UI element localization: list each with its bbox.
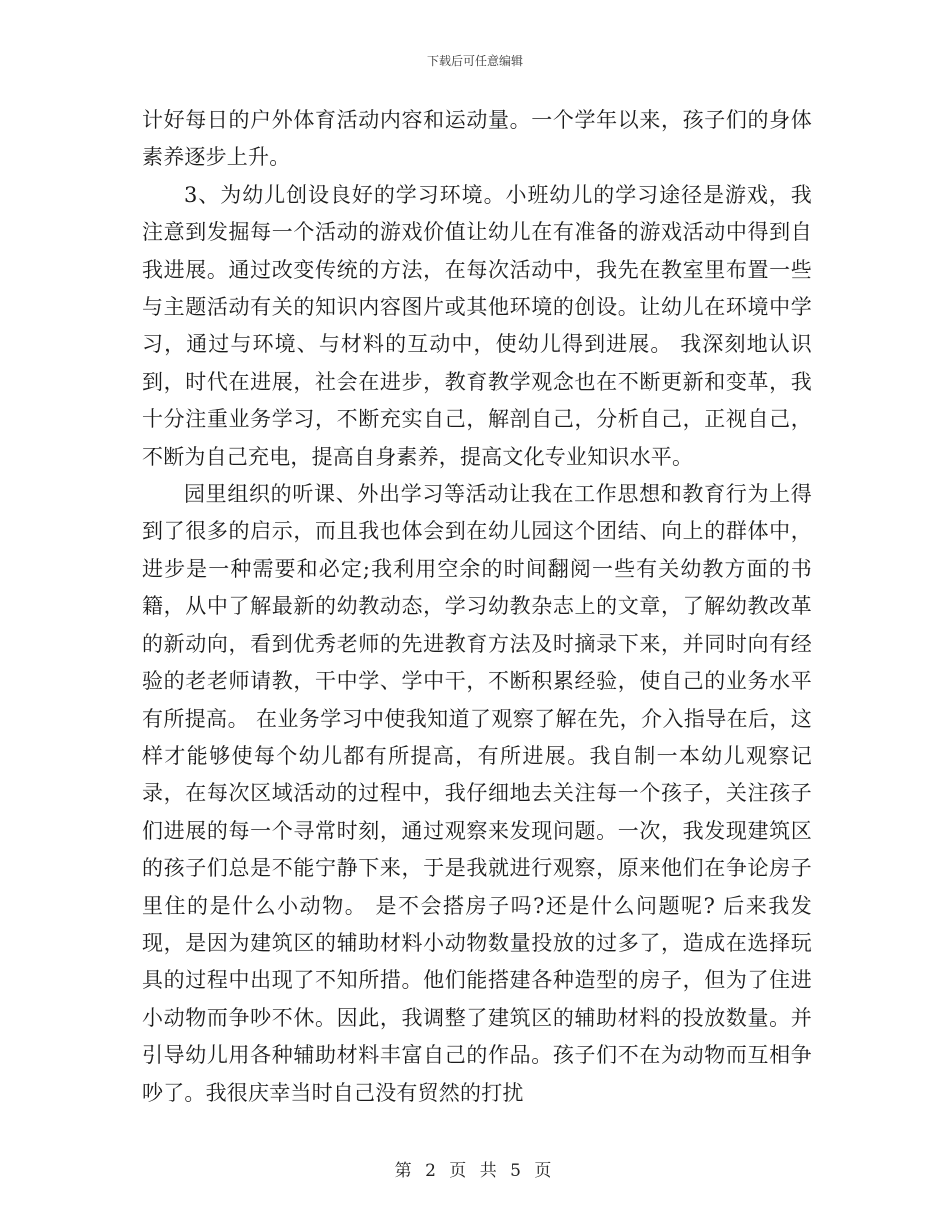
- document-body: [142, 102, 812, 1112]
- paragraph-continuation: 计好每日的户外体育活动内容和运动量。一个学年以来，孩子们的身体素养逐步上升。: [142, 108, 812, 170]
- page-number: 第 2 页 共 5 页: [394, 1161, 556, 1181]
- page-header-note: 下载后可任意编辑: [426, 54, 523, 68]
- paragraph-learning-environment: 3、为幼儿创设良好的学习环境。小班幼儿的学习途径是游戏，我注意到发掘每一个活动的游戏价值让幼儿在有准备的游戏活动中得到自我进展。通过改变传统的方法，在每次活动中，我先在教室里布置一些与主题活动有关的知识内容图片或其他环境的创设。让幼儿在环境中学习，通过与环境、与材料的互动中，使幼儿得到进展。 我深刻地认识到，时代在进展，社会在进步，教育教学观念也在不断更新和变革，我十分注重业务学习，不断充实自己，解剖自己，分析自己，正视自己，不断为自己充电，提高自身素养，提高文化专业知识水平。: [142, 182, 812, 469]
- paragraph-professional-study: 园里组织的听课、外出学习等活动让我在工作思想和教育行为上得到了很多的启示，而且我也体会到在幼儿园这个团结、向上的群体中，进步是一种需要和必定;我利用空余的时间翻阅一些有关幼教方面的书籍，从中了解最新的幼教动态，学习幼教杂志上的文章，了解幼教改革的新动向，看到优秀老师的先进教育方法及时摘录下来，并同时向有经验的老老师请教，干中学、学中干，不断积累经验，使自己的业务水平有所提高。 在业务学习中使我知道了观察了解在先，介入指导在后，这样才能够使每个幼儿都有所提高，有所进展。我自制一本幼儿观察记录，在每次区域活动的过程中，我仔细地去关注每一个孩子，关注孩子们进展的每一个寻常时刻，通过观察来发现问题。一次，我发现建筑区的孩子们总是不能宁静下来，于是我就进行观察，原来他们在争论房子里住的是什么小动物。 是不会搭房子吗?还是什么问题呢? 后来我发现，是因为建筑区的辅助材料小动物数量投放的过多了，造成在选择玩具的过程中出现了不知所措。他们能搭建各种造型的房子，但为了住进小动物而争吵不休。因此，我调整了建筑区的辅助材料的投放数量。并引导幼儿用各种辅助材料丰富自己的作品。孩子们不在为动物而互相争吵了。我很庆幸当时自己没有贸然的打扰: [142, 482, 812, 1105]
